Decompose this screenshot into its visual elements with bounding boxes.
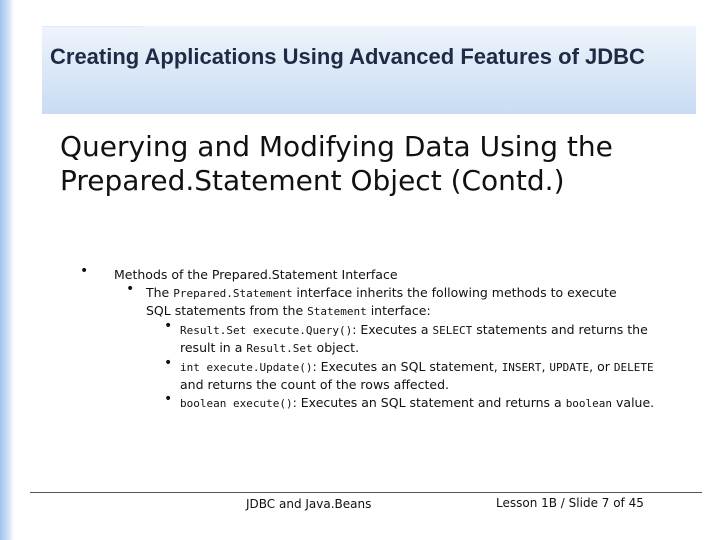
bullet-level2 <box>60 281 630 320</box>
footer-divider <box>30 492 702 493</box>
code-text: Statement <box>307 305 367 318</box>
bullet-level3-item <box>60 391 670 412</box>
left-accent-strip <box>0 0 14 540</box>
code-text: SELECT <box>432 324 473 337</box>
bullet-dot-icon: • <box>80 263 89 279</box>
bullet-level3-item <box>60 355 670 393</box>
text: and returns the count of the rows affected. <box>180 377 449 392</box>
text: , <box>541 359 550 374</box>
header-accent-line <box>42 26 142 27</box>
slide-title: Querying and Modifying Data Using the Prepared.Statement Object (Contd.) <box>60 130 613 197</box>
text: : Executes a <box>352 322 433 337</box>
text: interface inherits the following methods to execute SQL statements from the <box>146 285 617 318</box>
code-text: DELETE <box>613 361 654 374</box>
text: , or <box>589 359 614 374</box>
text: interface: <box>366 303 431 318</box>
header-title: Creating Applications Using Advanced Features of JDBC <box>50 44 645 69</box>
bullet-dot-icon: • <box>164 318 173 334</box>
code-text: boolean <box>565 397 613 410</box>
code-text: Result.Set execute.Query() <box>180 324 353 337</box>
code-text: int execute.Update() <box>180 361 313 374</box>
code-text: boolean execute() <box>180 397 293 410</box>
bullet1-text: Methods of the Prepared.Statement Interface <box>114 267 398 282</box>
bullet-level1 <box>60 263 700 283</box>
code-text: Prepared.Statement <box>173 287 293 300</box>
text: The <box>146 285 174 300</box>
text: statements and returns the result in a <box>180 322 648 355</box>
code-text: INSERT <box>501 361 542 374</box>
code-text: UPDATE <box>549 361 590 374</box>
slide-body <box>60 263 700 412</box>
text: value. <box>612 395 655 410</box>
text: : Executes an SQL statement, <box>312 359 502 374</box>
text: : Executes an SQL statement and returns a <box>292 395 566 410</box>
footer-course-name: JDBC and Java.Beans <box>246 497 372 511</box>
code-text: Result.Set <box>246 342 313 355</box>
bullet-level3-item <box>60 318 670 357</box>
bullet-dot-icon: • <box>164 391 173 407</box>
bullet-dot-icon: • <box>164 355 173 371</box>
text: object. <box>312 340 360 355</box>
footer-slide-number: Lesson 1B / Slide 7 of 45 <box>496 496 644 510</box>
bullet-dot-icon: • <box>126 281 135 297</box>
